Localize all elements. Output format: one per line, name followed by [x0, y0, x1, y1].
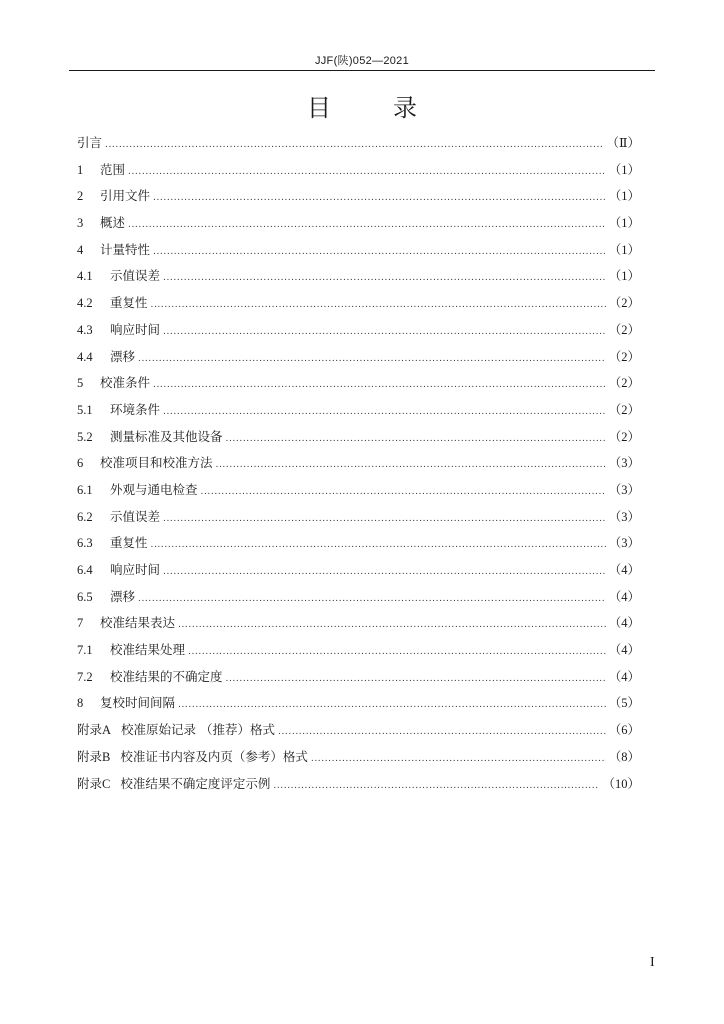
toc-entry-label: 校准证书内容及内页（参考）格式 [120, 748, 308, 764]
toc-entry-label: 重复性 [110, 295, 148, 311]
toc-entry-page: （3） [608, 509, 640, 524]
toc-entry-page: （4） [608, 589, 640, 604]
toc-entry-number: 附录C [77, 776, 111, 791]
toc-leader-dots [138, 354, 606, 364]
toc-entry[interactable] [77, 747, 640, 774]
toc-entry-number: 6.1 [77, 482, 93, 497]
toc-leader-dots [128, 167, 606, 177]
toc-entry-page: （1） [608, 162, 640, 177]
page-folio: I [650, 955, 655, 970]
toc-leader-dots [163, 567, 606, 577]
toc-leader-dots [105, 140, 603, 150]
toc-entry-page: （3） [608, 536, 640, 551]
toc-leader-dots [278, 727, 606, 737]
toc-entry-number: 5.1 [77, 402, 93, 417]
toc-entry-label: 校准结果的不确定度 [110, 668, 223, 684]
toc-entry[interactable] [77, 693, 640, 720]
toc-entry[interactable] [77, 613, 640, 640]
toc-entry-label: 校准结果处理 [110, 642, 186, 658]
toc-leader-dots [178, 700, 606, 710]
toc-leader-dots [178, 620, 606, 630]
toc-entry-label: 引言 [77, 135, 103, 150]
toc-entry[interactable] [77, 213, 640, 240]
toc-entry-number: 7.1 [77, 643, 93, 658]
toc-entry[interactable] [77, 587, 640, 614]
toc-entry-page: （1） [608, 242, 640, 257]
toc-entry-number: 4 [77, 242, 84, 257]
table-of-contents [77, 133, 640, 800]
toc-leader-dots [163, 514, 606, 524]
toc-leader-dots [153, 247, 606, 257]
toc-entry-number: 3 [77, 216, 84, 231]
toc-entry-label: 校准结果表达 [100, 615, 176, 631]
toc-entry-page: （1） [608, 269, 640, 284]
toc-entry-label: 示值误差 [110, 268, 161, 284]
toc-entry-page: （5） [608, 696, 640, 711]
toc-entry-page: （10） [602, 776, 640, 791]
toc-entry-number: 8 [77, 696, 84, 711]
toc-entry-number: 1 [77, 162, 84, 177]
toc-entry[interactable] [77, 427, 640, 454]
toc-entry-label: 漂移 [110, 588, 136, 604]
toc-leader-dots [163, 407, 606, 417]
toc-entry[interactable] [77, 400, 640, 427]
toc-entry[interactable] [77, 160, 640, 187]
toc-entry-page: （1） [608, 189, 640, 204]
toc-entry-page: （2） [608, 322, 640, 337]
toc-entry-number: 5 [77, 376, 84, 391]
toc-entry-page: （4） [608, 563, 640, 577]
toc-leader-dots [128, 220, 606, 230]
toc-entry[interactable] [77, 186, 640, 213]
toc-entry-label: 校准结果不确定度评定示例 [120, 775, 271, 791]
toc-entry-number: 7.2 [77, 669, 93, 684]
toc-entry-page: （8） [608, 749, 640, 764]
toc-entry-label: 示值误差 [110, 508, 161, 524]
document-code: JJF(陕)052—2021 [314, 55, 410, 67]
toc-entry-page: （3） [608, 482, 640, 497]
toc-leader-dots [151, 300, 606, 310]
toc-entry-label: 校准条件 [100, 375, 151, 391]
toc-leader-dots [226, 674, 606, 684]
toc-entry[interactable] [77, 640, 640, 667]
toc-leader-dots [153, 380, 606, 390]
toc-entry-label: 漂移 [110, 348, 136, 364]
toc-entry-number: 4.3 [77, 322, 93, 337]
toc-entry[interactable] [77, 347, 640, 374]
toc-entry[interactable] [77, 453, 640, 480]
toc-entry-label: 校准项目和校准方法 [100, 455, 213, 471]
toc-entry-page: （6） [608, 723, 640, 738]
toc-entry-page: （3） [608, 456, 640, 471]
toc-entry-label: 校准原始记录 （推荐）格式 [121, 722, 276, 738]
toc-entry-page: （2） [608, 349, 640, 364]
toc-entry-label: 范围 [100, 161, 126, 177]
toc-entry[interactable] [77, 266, 640, 293]
toc-leader-dots [226, 434, 606, 444]
toc-entry-label: 复校时间间隔 [100, 695, 176, 711]
toc-entry[interactable] [77, 774, 640, 801]
toc-entry-number: 2 [77, 189, 84, 204]
toc-leader-dots [188, 647, 606, 657]
header-rule [69, 70, 655, 71]
toc-entry-label: 响应时间 [110, 562, 161, 577]
toc-leader-dots [201, 487, 606, 497]
toc-entry-label: 重复性 [110, 535, 148, 551]
toc-leader-dots [138, 594, 606, 604]
toc-leader-dots [216, 460, 606, 470]
toc-entry-number: 4.1 [77, 269, 93, 284]
toc-entry-number: 6.3 [77, 536, 93, 551]
toc-entry[interactable] [77, 720, 640, 747]
toc-entry-label: 外观与通电检查 [110, 481, 198, 497]
toc-entry-number: 附录B [77, 749, 111, 764]
toc-leader-dots [273, 781, 599, 791]
toc-entry[interactable] [77, 480, 640, 507]
toc-entry-page: （1） [608, 216, 640, 231]
toc-entry[interactable] [77, 240, 640, 267]
toc-entry-number: 7 [77, 616, 84, 631]
toc-entry[interactable] [77, 320, 640, 347]
toc-title: 目录 [307, 94, 479, 122]
toc-entry-label: 测量标准及其他设备 [110, 428, 223, 444]
toc-entry[interactable] [77, 533, 640, 560]
toc-entry[interactable] [77, 560, 640, 587]
toc-entry[interactable] [77, 667, 640, 694]
toc-entry-page: （4） [608, 669, 640, 684]
toc-entry-page: （4） [608, 643, 640, 658]
toc-leader-dots [153, 193, 606, 203]
toc-entry-page: （2） [608, 402, 640, 417]
toc-entry-number: 6 [77, 456, 84, 471]
toc-leader-dots [311, 754, 606, 764]
toc-entry-number: 6.5 [77, 589, 93, 604]
toc-entry[interactable] [77, 293, 640, 320]
toc-entry-label: 概述 [100, 215, 126, 231]
toc-entry-label: 响应时间 [110, 321, 161, 337]
toc-entry-page: （4） [608, 616, 640, 631]
toc-entry-label: 引用文件 [100, 188, 151, 204]
toc-entry-number: 4.4 [77, 349, 93, 364]
toc-entry-number: 5.2 [77, 429, 93, 444]
toc-entry-label: 计量特性 [100, 241, 151, 257]
toc-entry[interactable] [77, 507, 640, 534]
toc-leader-dots [163, 273, 606, 283]
toc-entry-page: （2） [608, 296, 640, 311]
toc-entry-number: 4.2 [77, 296, 93, 311]
toc-entry[interactable] [77, 373, 640, 400]
toc-entry-page: （2） [608, 376, 640, 391]
toc-entry-number: 附录A [77, 723, 112, 738]
toc-entry-number: 6.4 [77, 563, 93, 577]
toc-entry-page: （Ⅱ） [606, 136, 640, 150]
toc-entry[interactable] [77, 133, 640, 160]
toc-leader-dots [163, 327, 606, 337]
toc-entry-page: （2） [608, 429, 640, 444]
toc-leader-dots [151, 540, 606, 550]
toc-entry-number: 6.2 [77, 509, 93, 524]
toc-entry-label: 环境条件 [110, 401, 161, 417]
